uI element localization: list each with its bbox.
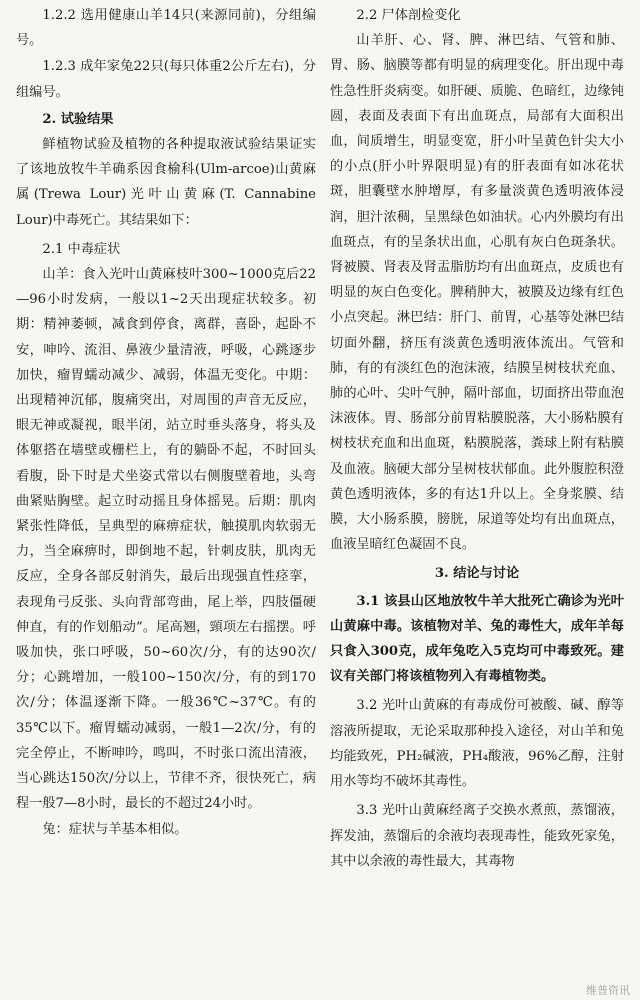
para-1-2-3: 1.2.3 成年家兔22只(每只体重2公斤左右)，分组编号。 xyxy=(16,59,316,100)
section-2-intro: 鲜植物试验及植物的各种提取液试验结果证实了该地放牧牛羊确系因食榆科(Ulm-arcoe)山黄麻属(Trewa Lour)光叶山黄麻(T. Cannabine Lour)中毒死亡。其结果如下： xyxy=(16,137,316,228)
subheading-2-2: 2.2 尸体剖检变化 xyxy=(356,8,461,23)
para-3-2: 3.2 光叶山黄麻的有毒成份可被酸、碱、醇等溶液所提取，无论采取那种投入途径，对山羊和兔均能致死，PH₂碱液，PH₄酸液，96%乙醇，注射用水等均不破坏其毒性。 xyxy=(330,698,624,790)
watermark: 维普资讯 xyxy=(586,984,630,997)
para-sheep-symptoms: 山羊：食入光叶山黄麻枝叶300~1000克后22—96小时发病，一般以1~2天出现症状较多。初期：精神萎顿，减食到停食，离群，喜卧，起卧不安，呻吟、流泪、鼻液少量清液，呼吸，心跳逐步加快，瘤胃蠕动减少、减弱，体温无变化。中期：出现精神沉郁，腹痛突出，对周围的声音无反应，眼无神或凝视，眼半闭，站立时垂头落身，将头及体躯搭在墙壁或栅栏上，有的躺卧不起，不时回头看腹，卧下时是犬坐姿式常以右侧腹壁着地，头弯曲紧贴胸壁。起立时动摇且身体摇晃。后期：肌肉紧张性降低，呈典型的麻痹症状，触摸肌肉软弱无力，当全麻痹时，即倒地不起，针刺皮肤，肌肉无反应，全身各部反射消失，最后出现强直性痉挛，表现角弓反张、头向背部弯曲，尾上举，四肢僵硬伸直，有的作划船动”。尾高翘，頸项左右摇摆。呼吸加快，张口呼吸，50~60次/分，有的达90次/分；心跳增加，一般100~150次/分，有的到170次/分；体温逐渐下降。一般36℃~37℃。有的35℃以下。瘤胃蠕动减弱，一般1—2次/分，有的完全停止，不断呻吟，鸣叫，不时张口流出清液，当心跳达150次/分以上，节律不齐，很快死亡，病程一般7—8小时，最长的不超过24小时。 xyxy=(16,267,316,812)
para-1-2-2: 1.2.2 选用健康山羊14只(来源同前)，分组编号。 xyxy=(16,8,316,49)
para-rabbit-symptoms: 兔：症状与羊基本相似。 xyxy=(42,821,188,837)
section-3-title: 3. 结论与讨论 xyxy=(434,566,520,582)
para-autopsy: 山羊肝、心、肾、脾、淋巴结、气管和肺、胃、肠、脑膜等都有明显的病理变化。肝出现中毒性急性肝炎病变。如肝硬、质脆、色暗红，边缘钝圆，表面及表面下有出血斑点，局部有大面积出血，间质增生，明显变宽，肝小叶呈黄色针尖大小的小点(肝小叶界限明显)有的肝表面有如冰花状斑，胆囊壁水肿增厚，有多量淡黄色透明液体浸润，胆汁浓稠，呈黑绿色如油状。心内外膜均有出血斑点，有的呈条状出血，心肌有灰白色斑条状。肾被膜、肾表及肾盂脂肪均有出血斑点，皮质也有明显的灰白色变化。脾稍肿大，被膜及边缘有红色小点突起。淋巴结：肝门、前胃，心基等处淋巴结切面外翻，挤压有淡黄色透明液体流出。气管和肺，有的有淡红色的泡沫液，结膜呈树枝状充血、肺的心叶、尖叶气肿，隔叶部血，切面挤出带血泡沫液体。胃、肠部分前胃粘膜脱落，大小肠粘膜有树枝状充血和出血斑，粘膜脱落，粪球上附有粘膜及血液。脑硬大部分呈树枝状郁血。此外腹腔积澄黄色透明液体，多的有达1升以上。全身浆膜、结膜，大小肠系膜，膀胱，尿道等处均有出血斑点，血液呈暗红色凝固不良。 xyxy=(330,33,624,553)
para-3-1: 3.1 该县山区地放牧牛羊大批死亡确诊为光叶山黄麻中毒。该植物对羊、兔的毒性大，成年羊每只食入300克，成年兔吃入5克均可中毒致死。建议有关部门将该植物列入有毒植物类。 xyxy=(330,593,624,685)
section-2-title: 2. 试验结果 xyxy=(42,111,114,127)
para-3-3: 3.3 光叶山黄麻经离子交换水煮煎，蒸馏液，挥发油，蒸馏后的余液均表现毒性，能致死家兔，其中以余液的毒性最大，其毒物 xyxy=(330,803,624,869)
right-column xyxy=(330,2,624,1000)
left-column xyxy=(16,2,316,1000)
subheading-2-1: 2.1 中毒症状 xyxy=(42,241,121,257)
